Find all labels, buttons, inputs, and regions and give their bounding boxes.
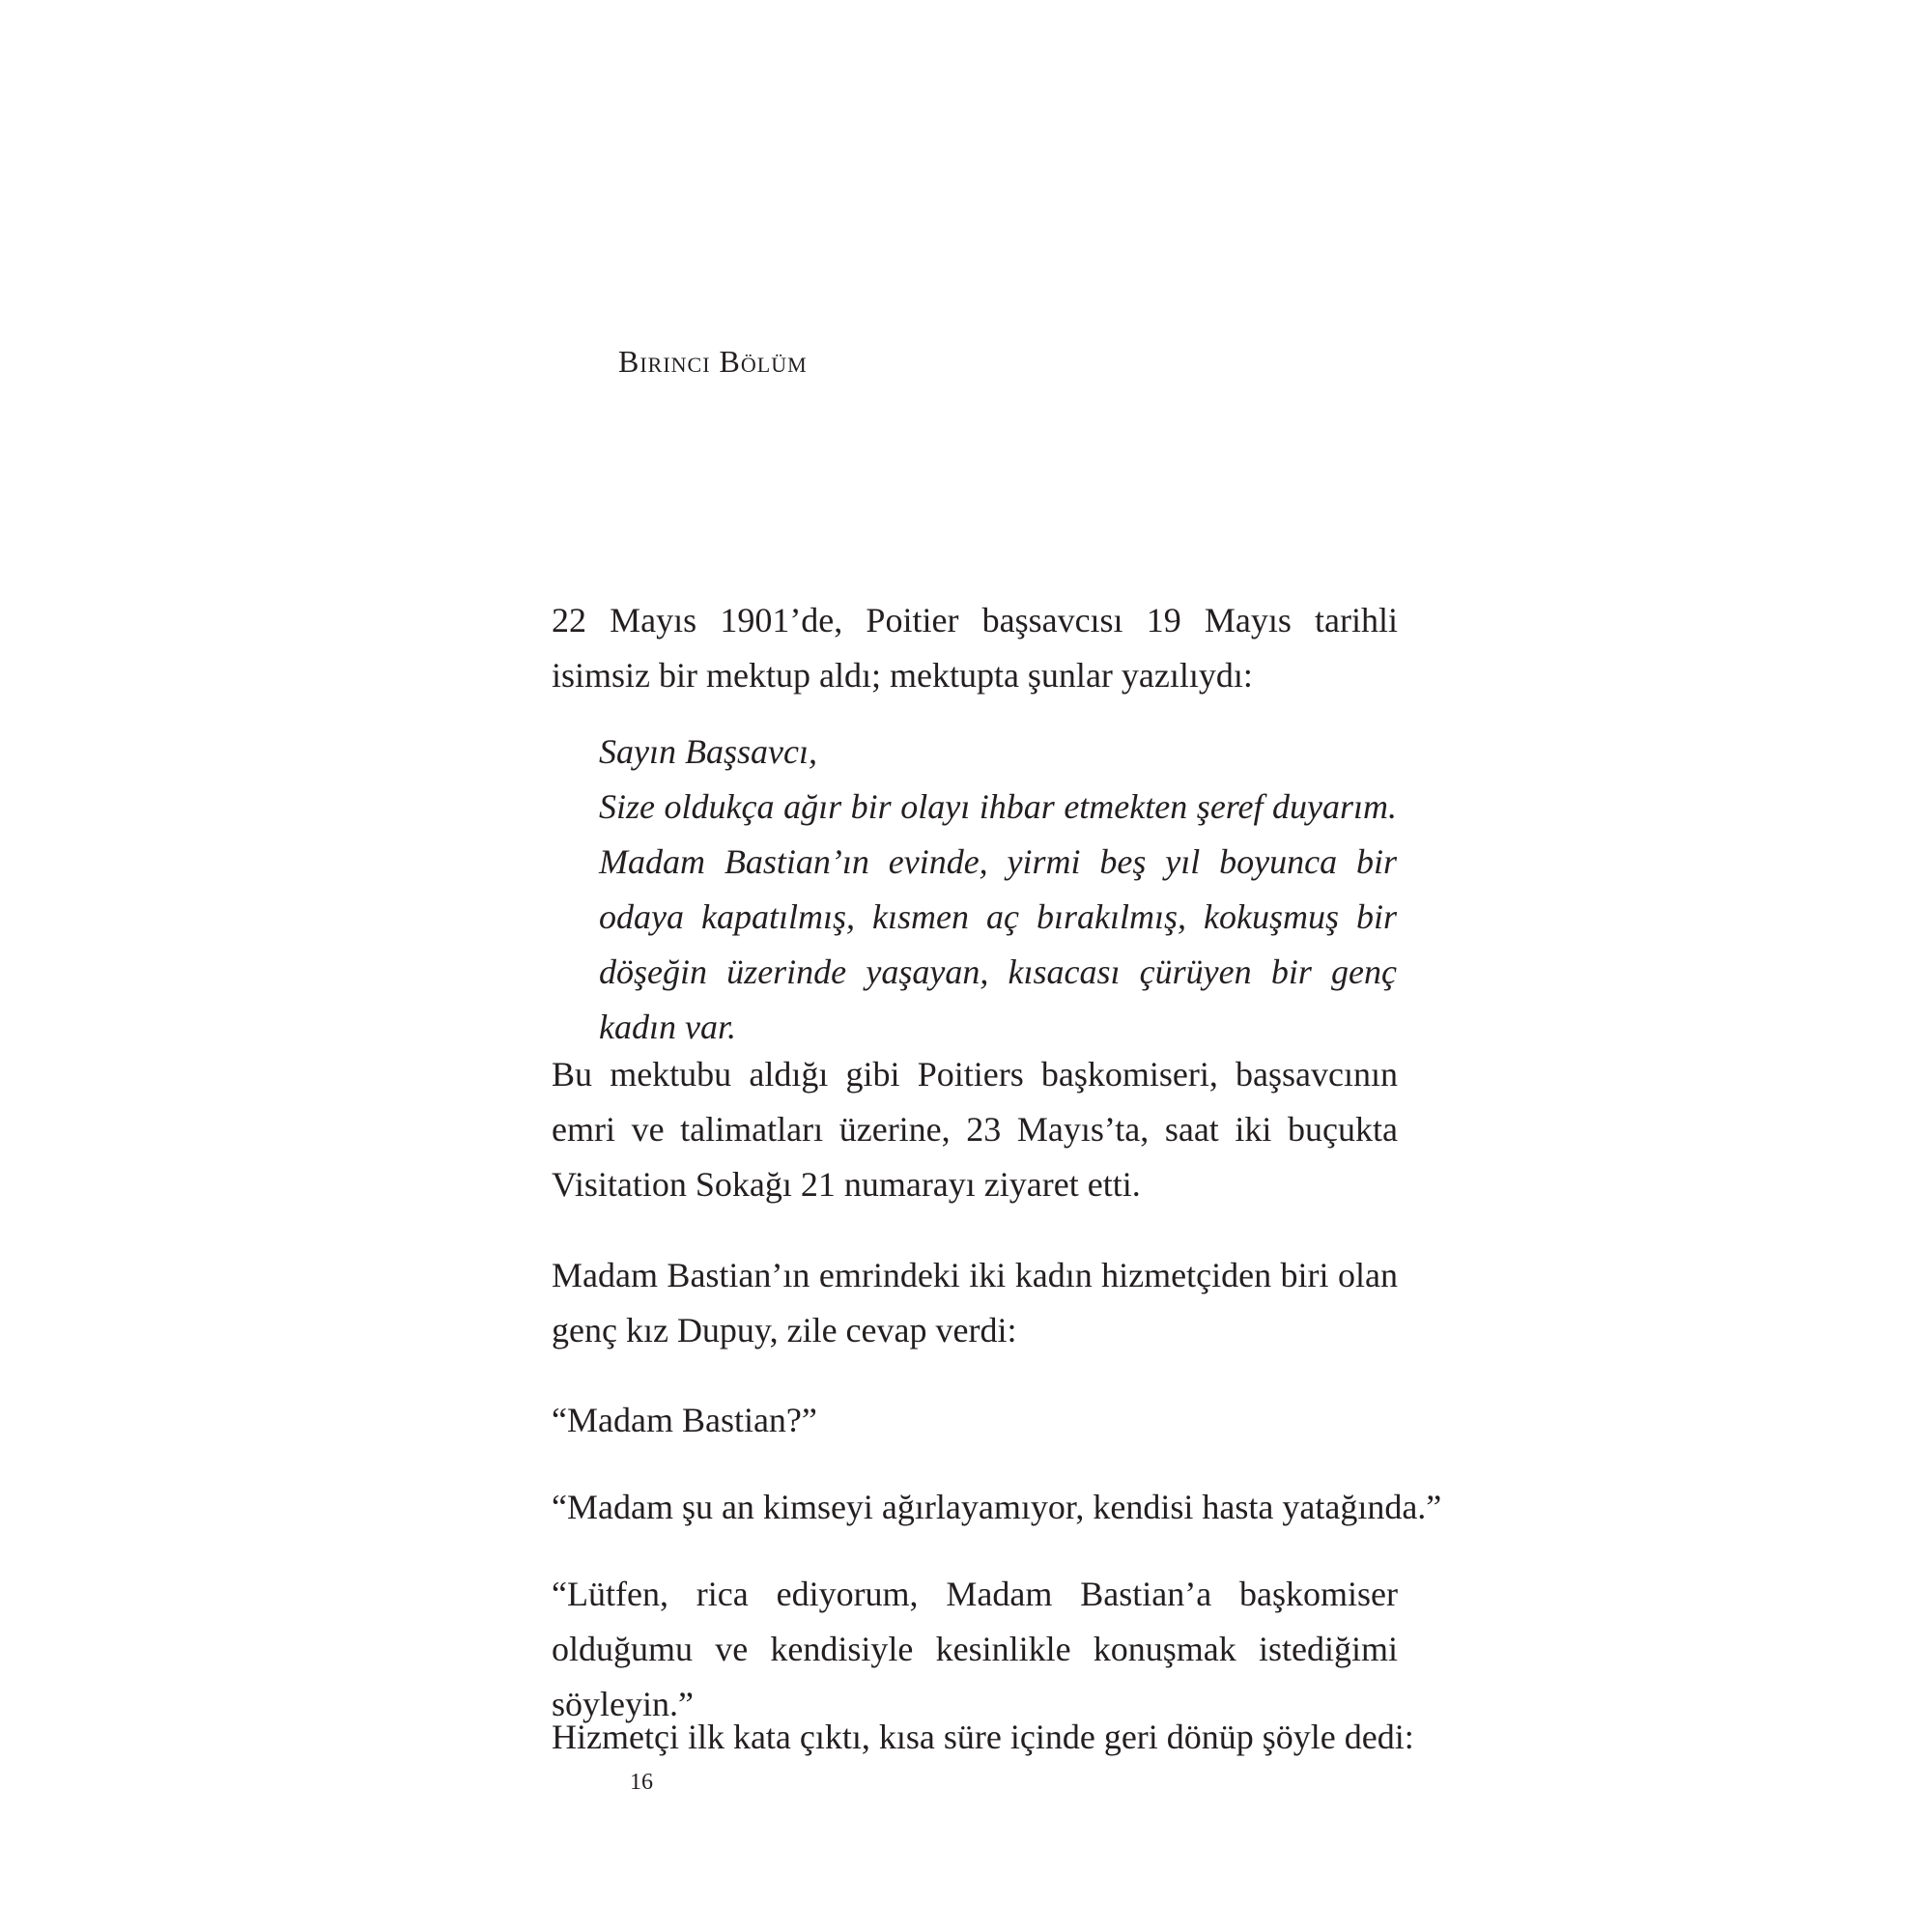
letter-salutation: Sayın Başsavcı,	[599, 732, 817, 771]
paragraph-4: Hizmetçi ilk kata çıktı, kısa süre içinde geri dönüp şöyle dedi:	[552, 1718, 1414, 1756]
dialogue-line-2: “Madam şu an kimseyi ağırlayamıyor, kendisi hasta yatağında.”	[552, 1488, 1442, 1526]
quoted-letter	[599, 724, 1397, 1055]
page-number: 16	[630, 1770, 653, 1795]
dialogue-line-1: “Madam Bastian?”	[552, 1401, 817, 1439]
paragraph-2: Bu mektubu aldığı gibi Poitiers başkomiseri, başsavcının emri ve talimatları üzerine, 23 Mayıs’ta, saat iki buçukta Visitation Sokağı 21 numarayı ziyaret etti.	[552, 1055, 1398, 1204]
chapter-heading: Birinci Bölüm	[618, 344, 808, 379]
letter-body: Size oldukça ağır bir olayı ihbar etmekten şeref duyarım. Madam Bastian’ın evinde, yirmi beş yıl boyunca bir odaya kapatılmış, kısmen aç bırakılmış, kokuşmuş bir döşeğin üzerinde yaşayan, kısacası çürüyen bir genç kadın var.	[599, 787, 1397, 1046]
paragraph-1: 22 Mayıs 1901’de, Poitier başsavcısı 19 Mayıs tarihli isimsiz bir mektup aldı; mektupta şunlar yazılıydı:	[552, 601, 1398, 695]
dialogue-line-3: “Lütfen, rica ediyorum, Madam Bastian’a başkomiser olduğumu ve kendisiyle kesinlikle konuşmak istediğimi söyleyin.”	[552, 1575, 1398, 1723]
paragraph-3: Madam Bastian’ın emrindeki iki kadın hizmetçiden biri olan genç kız Dupuy, zile cevap verdi:	[552, 1256, 1398, 1350]
